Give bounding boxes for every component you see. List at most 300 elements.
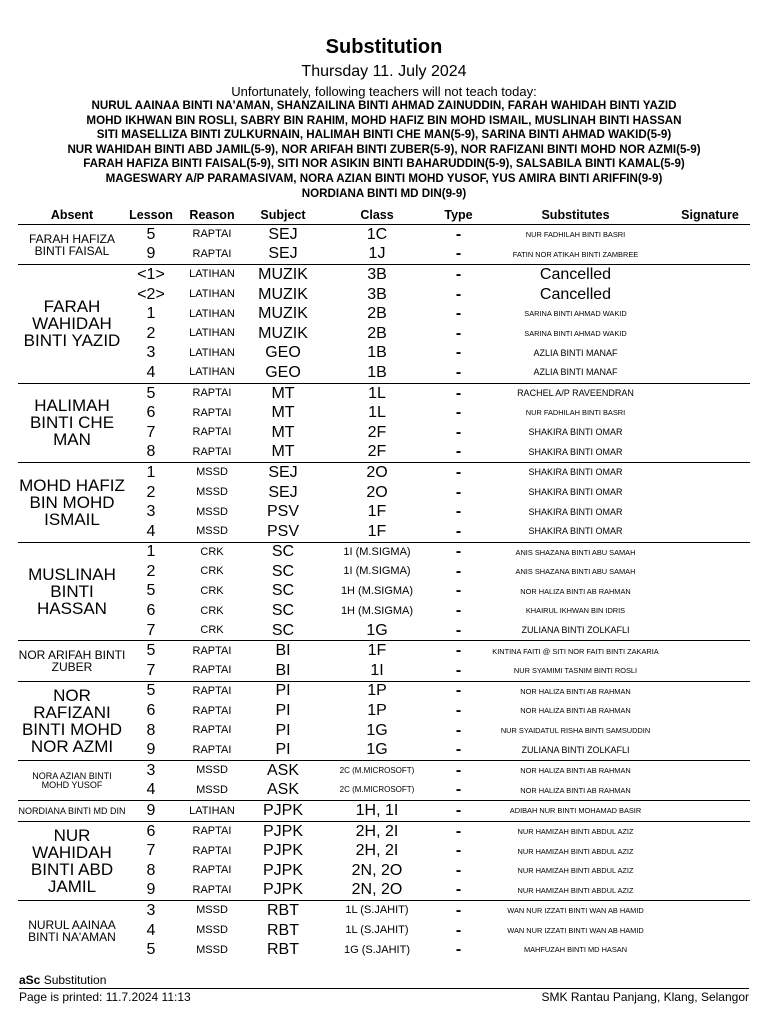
absent-list-line: FARAH HAFIZA BINTI FAISAL(5-9), SITI NOR ASIKIN BINTI BAHARUDDIN(5-9), SALSABILA BINTI KAMAL(5-9) — [83, 157, 685, 171]
table-row — [18, 562, 750, 582]
lesson-cell: 3 — [146, 344, 156, 362]
reason-cell: RAPTAI — [176, 383, 248, 403]
class-cell: 1J — [368, 245, 386, 263]
substitute-cell: SHAKIRA BINTI OMAR — [528, 526, 623, 537]
table-row — [18, 265, 750, 285]
type-cell: - — [455, 423, 462, 441]
signature-cell — [670, 701, 750, 721]
reason-cell: RAPTAI — [192, 743, 232, 756]
signature-cell — [670, 363, 750, 383]
substitute-cell: NUR HAMIZAH BINTI ABDUL AZIZ — [517, 866, 634, 876]
reason-cell: RAPTAI — [192, 426, 232, 439]
signature-cell — [670, 443, 750, 463]
signature-cell — [670, 502, 750, 522]
lesson-cell: 8 — [146, 721, 156, 739]
reason-cell: RAPTAI — [192, 445, 232, 458]
class-cell: 2B — [367, 305, 387, 323]
table-row — [18, 701, 750, 721]
type-cell: - — [455, 861, 462, 879]
absent-teacher-cell: MOHD HAFIZ BIN MOHD ISMAIL — [18, 463, 126, 542]
substitute-cell: MAHFUZAH BINTI MD HASAN — [523, 945, 628, 955]
lesson-cell: 5 — [126, 383, 176, 403]
table-row — [18, 225, 750, 245]
signature-cell — [670, 324, 750, 344]
class-cell: 1G (S.JAHIT) — [343, 943, 410, 956]
class-cell: 1L (S.JAHIT) — [318, 901, 436, 921]
subject-cell: BI — [275, 661, 291, 679]
signature-cell — [670, 245, 750, 265]
table-row — [18, 881, 750, 901]
type-cell: - — [455, 363, 462, 381]
substitute-cell: SHAKIRA BINTI OMAR — [481, 463, 670, 483]
table-row — [18, 542, 750, 562]
col-header-lesson: Lesson — [129, 208, 173, 222]
class-cell: 1G — [366, 621, 388, 639]
subject-cell: SC — [271, 562, 295, 580]
substitute-cell: WAN NUR IZZATI BINTI WAN AB HAMID — [507, 925, 644, 935]
subject-cell: PSV — [266, 503, 299, 521]
footer-divider — [19, 988, 749, 989]
substitute-cell: NOR HALIZA BINTI AB RAHMAN — [481, 681, 670, 701]
subject-cell: ASK — [248, 761, 318, 781]
col-header-signature: Signature — [681, 208, 739, 222]
table-row — [18, 344, 750, 364]
lesson-cell: 3 — [126, 761, 176, 781]
substitute-cell: SARINA BINTI AHMAD WAKID — [524, 309, 627, 319]
substitute-cell: ADIBAH NUR BINTI MOHAMAD BASIR — [481, 801, 670, 822]
reason-cell: MSSD — [196, 505, 228, 518]
type-cell: - — [436, 542, 481, 562]
subject-cell: SEJ — [248, 463, 318, 483]
type-cell: - — [455, 285, 462, 303]
subject-cell: MT — [271, 404, 295, 422]
lesson-cell: 5 — [126, 225, 176, 245]
lesson-cell: 9 — [146, 881, 156, 899]
subject-cell: SEJ — [268, 245, 298, 263]
signature-cell — [670, 582, 750, 602]
substitute-cell: SHAKIRA BINTI OMAR — [528, 427, 623, 438]
class-cell: 1L (S.JAHIT) — [345, 924, 409, 937]
substitute-cell: SHAKIRA BINTI OMAR — [528, 446, 623, 457]
class-cell: 1P — [367, 702, 387, 720]
signature-cell — [670, 344, 750, 364]
subject-cell: PI — [275, 721, 291, 739]
table-row — [18, 861, 750, 881]
reason-cell: MSSD — [196, 525, 228, 538]
reason-cell: LATIHAN — [176, 801, 248, 822]
reason-cell: RAPTAI — [192, 844, 232, 857]
substitute-cell: NOR HALIZA BINTI AB RAHMAN — [520, 586, 631, 596]
signature-cell — [670, 681, 750, 701]
signature-cell — [670, 463, 750, 483]
type-cell: - — [436, 681, 481, 701]
signature-cell — [670, 781, 750, 801]
class-cell: 1B — [367, 344, 387, 362]
type-cell: - — [455, 661, 462, 679]
type-cell: - — [455, 443, 462, 461]
type-cell: - — [436, 801, 481, 822]
substitute-cell: NUR SYAMIMI TASNIM BINTI ROSLI — [513, 666, 638, 676]
class-cell: 1G — [366, 741, 388, 759]
signature-cell — [670, 761, 750, 781]
signature-cell — [670, 403, 750, 423]
class-cell: 1I (M.SIGMA) — [343, 565, 411, 578]
table-row — [18, 245, 750, 265]
reason-cell: LATIHAN — [189, 366, 235, 379]
type-cell: - — [455, 344, 462, 362]
substitute-cell: NOR HALIZA BINTI AB RAHMAN — [481, 761, 670, 781]
subject-cell: ASK — [266, 781, 299, 799]
lesson-cell: 3 — [126, 901, 176, 921]
table-row — [18, 621, 750, 641]
reason-cell: MSSD — [196, 924, 228, 937]
subject-cell: SEJ — [268, 483, 298, 501]
signature-cell — [670, 721, 750, 741]
type-cell: - — [455, 741, 462, 759]
substitute-cell: NUR FADHILAH BINTI BASRI — [525, 408, 626, 418]
substitute-cell: NUR HAMIZAH BINTI ABDUL AZIZ — [517, 846, 634, 856]
footer-printed-date: Page is printed: 11.7.2024 11:13 — [19, 990, 191, 1004]
reason-cell: CRK — [200, 584, 224, 597]
type-cell: - — [455, 781, 462, 799]
absent-list-line: SITI MASELLIZA BINTI ZULKURNAIN, HALIMAH BINTI CHE MAN(5-9), SARINA BINTI AHMAD WAKID(5-9) — [96, 128, 672, 142]
substitute-cell: ZULIANA BINTI ZOLKAFLI — [521, 744, 630, 755]
class-cell: 1L — [318, 383, 436, 403]
type-cell: - — [455, 881, 462, 899]
footer-brand-rest: Substitution — [40, 973, 107, 987]
signature-cell — [670, 601, 750, 621]
class-cell: 1B — [367, 363, 387, 381]
subject-cell: PSV — [266, 522, 299, 540]
subject-cell: PJPK — [262, 842, 303, 860]
subject-cell: RBT — [267, 941, 299, 959]
reason-cell: RAPTAI — [192, 864, 232, 877]
table-row — [18, 582, 750, 602]
class-cell: 1H (M.SIGMA) — [340, 604, 414, 617]
class-cell: 1H, 1I — [318, 801, 436, 822]
type-cell: - — [455, 503, 462, 521]
substitute-cell: SHAKIRA BINTI OMAR — [528, 487, 623, 498]
subject-cell: BI — [248, 641, 318, 661]
type-cell: - — [455, 562, 462, 580]
class-cell: 2C (M.MICROSOFT) — [318, 761, 436, 781]
subject-cell: PI — [275, 702, 291, 720]
subject-cell: SC — [248, 542, 318, 562]
reason-cell: LATIHAN — [189, 346, 235, 359]
lesson-cell: 6 — [146, 404, 156, 422]
lesson-cell: 2 — [146, 324, 156, 342]
signature-cell — [670, 383, 750, 403]
reason-cell: RAPTAI — [176, 681, 248, 701]
class-cell: 2C (M.MICROSOFT) — [339, 785, 415, 795]
col-header-substitutes: Substitutes — [541, 208, 610, 222]
type-cell: - — [455, 621, 462, 639]
absent-list-line: MAGESWARY A/P PARAMASIVAM, NORA AZIAN BINTI MOHD YUSOF, YUS AMIRA BINTI ARIFFIN(9-9) — [105, 171, 663, 185]
table-row — [18, 443, 750, 463]
table-row — [18, 821, 750, 841]
substitute-cell: WAN NUR IZZATI BINTI WAN AB HAMID — [481, 901, 670, 921]
table-row — [18, 921, 750, 941]
lesson-cell: 1 — [146, 305, 156, 323]
lesson-cell: 6 — [146, 702, 156, 720]
col-header-subject: Subject — [260, 208, 306, 222]
subject-cell: PJPK — [248, 801, 318, 822]
table-row — [18, 285, 750, 305]
substitute-cell: ANIS SHAZANA BINTI ABU SAMAH — [481, 542, 670, 562]
class-cell: 1F — [367, 503, 387, 521]
absent-list-line: MOHD IKHWAN BIN ROSLI, SABRY BIN RAHIM, MOHD HAFIZ BIN MOHD ISMAIL, MUSLINAH BINTI HASSAN — [86, 113, 682, 127]
subject-cell: SC — [271, 621, 295, 639]
reason-cell: RAPTAI — [192, 724, 232, 737]
page-title: Substitution — [325, 36, 443, 58]
lesson-cell: 2 — [146, 483, 156, 501]
substitute-cell: SARINA BINTI AHMAD WAKID — [524, 329, 627, 339]
table-row — [18, 661, 750, 681]
type-cell: - — [436, 225, 481, 245]
table-row — [18, 403, 750, 423]
absent-teacher-cell: NORA AZIAN BINTI MOHD YUSOF — [18, 761, 126, 801]
type-cell: - — [455, 602, 462, 620]
table-row — [18, 721, 750, 741]
lesson-cell: 1 — [126, 463, 176, 483]
intro-text: Unfortunately, following teachers will not teach today: — [231, 84, 537, 99]
class-cell: 1H (M.SIGMA) — [340, 584, 414, 597]
absent-teacher-cell: MUSLINAH BINTI HASSAN — [18, 542, 126, 641]
substitute-cell: ANIS SHAZANA BINTI ABU SAMAH — [515, 567, 636, 577]
subject-cell: PI — [275, 741, 291, 759]
subject-cell: MUZIK — [258, 305, 308, 323]
class-cell: 2N, 2O — [351, 881, 403, 899]
reason-cell: CRK — [176, 542, 248, 562]
table-row — [18, 801, 750, 822]
col-header-class: Class — [360, 208, 394, 222]
table-row — [18, 601, 750, 621]
signature-cell — [670, 285, 750, 305]
class-cell: 1P — [318, 681, 436, 701]
class-cell: 3B — [318, 265, 436, 285]
substitute-cell: AZLIA BINTI MANAF — [533, 367, 618, 378]
lesson-cell: 7 — [146, 661, 156, 679]
absent-teacher-cell: NURUL AAINAA BINTI NA'AMAN — [18, 901, 126, 960]
signature-cell — [670, 861, 750, 881]
absent-teacher-cell: FARAH HAFIZA BINTI FAISAL — [18, 225, 126, 265]
substitute-cell: KHAIRUL IKHWAN BIN IDRIS — [525, 606, 626, 616]
footer-school-name: SMK Rantau Panjang, Klang, Selangor — [541, 990, 749, 1004]
table-row — [18, 522, 750, 542]
absent-teacher-cell: HALIMAH BINTI CHE MAN — [18, 383, 126, 462]
type-cell: - — [455, 702, 462, 720]
lesson-cell: 5 — [146, 582, 156, 600]
substitute-cell: KINTINA FAITI @ SITI NOR FAITI BINTI ZAKARIA — [481, 641, 670, 661]
page-date: Thursday 11. July 2024 — [301, 63, 467, 80]
type-cell: - — [455, 305, 462, 323]
signature-cell — [670, 940, 750, 960]
substitute-cell: ZULIANA BINTI ZOLKAFLI — [521, 625, 630, 636]
signature-cell — [670, 304, 750, 324]
substitute-cell: NUR HAMIZAH BINTI ABDUL AZIZ — [517, 885, 634, 895]
absent-teachers-list — [10, 99, 758, 201]
class-cell: 2N, 2O — [351, 861, 403, 879]
subject-cell: MUZIK — [258, 324, 308, 342]
absent-list-line: NUR WAHIDAH BINTI ABD JAMIL(5-9), NOR ARIFAH BINTI ZUBER(5-9), NOR RAFIZANI BINTI MOHD NOR AZMI(5-9) — [67, 142, 701, 156]
lesson-cell: 6 — [126, 821, 176, 841]
substitute-cell: NUR HAMIZAH BINTI ABDUL AZIZ — [481, 821, 670, 841]
reason-cell: CRK — [200, 604, 224, 617]
table-row — [18, 681, 750, 701]
substitute-cell: Cancelled — [539, 285, 612, 303]
type-cell: - — [455, 404, 462, 422]
absent-teacher-cell: NOR ARIFAH BINTI ZUBER — [18, 641, 126, 681]
substitute-cell: RACHEL A/P RAVEENDRAN — [481, 383, 670, 403]
lesson-cell: 1 — [126, 542, 176, 562]
substitute-cell: NOR HALIZA BINTI AB RAHMAN — [520, 785, 631, 795]
reason-cell: MSSD — [196, 943, 228, 956]
lesson-cell: <2> — [137, 285, 165, 303]
table-row — [18, 901, 750, 921]
lesson-cell: 4 — [146, 363, 156, 381]
substitute-cell: NUR SYAIDATUL RISHA BINTI SAMSUDDIN — [500, 725, 651, 735]
class-cell: 2O — [366, 483, 388, 501]
subject-cell: RBT — [248, 901, 318, 921]
class-cell: 1F — [367, 522, 387, 540]
table-row — [18, 641, 750, 661]
type-cell: - — [436, 761, 481, 781]
substitute-cell: Cancelled — [481, 265, 670, 285]
signature-cell — [670, 821, 750, 841]
type-cell: - — [455, 522, 462, 540]
table-row — [18, 463, 750, 483]
table-row — [18, 841, 750, 861]
absent-list-line: NORDIANA BINTI MD DIN(9-9) — [301, 186, 467, 200]
reason-cell: MSSD — [176, 463, 248, 483]
reason-cell: RAPTAI — [192, 664, 232, 677]
subject-cell: SC — [271, 602, 295, 620]
subject-cell: MUZIK — [258, 285, 308, 303]
signature-cell — [670, 562, 750, 582]
subject-cell: GEO — [265, 344, 301, 362]
table-row — [18, 324, 750, 344]
lesson-cell: 4 — [146, 781, 156, 799]
table-row — [18, 740, 750, 760]
signature-cell — [670, 483, 750, 503]
subject-cell: RBT — [267, 921, 299, 939]
absent-list-line: NURUL AAINAA BINTI NA'AMAN, SHANZAILINA BINTI AHMAD ZAINUDDIN, FARAH WAHIDAH BINTI YAZID — [91, 99, 677, 112]
col-header-reason: Reason — [189, 208, 235, 222]
absent-teacher-cell: NOR RAFIZANI BINTI MOHD NOR AZMI — [18, 681, 126, 760]
lesson-cell: 7 — [146, 842, 156, 860]
substitute-cell: AZLIA BINTI MANAF — [533, 347, 618, 358]
signature-cell — [670, 225, 750, 245]
subject-cell: MT — [271, 443, 295, 461]
lesson-cell: 4 — [146, 921, 156, 939]
table-header-row — [18, 206, 750, 225]
reason-cell: LATIHAN — [189, 327, 235, 340]
signature-cell — [670, 641, 750, 661]
class-cell: 1I (M.SIGMA) — [318, 542, 436, 562]
reason-cell: RAPTAI — [176, 641, 248, 661]
lesson-cell: 9 — [146, 741, 156, 759]
class-cell: 3B — [367, 285, 387, 303]
class-cell: 1G — [366, 721, 388, 739]
type-cell: - — [455, 245, 462, 263]
signature-cell — [670, 901, 750, 921]
type-cell: - — [436, 463, 481, 483]
type-cell: - — [436, 383, 481, 403]
substitute-cell: SHAKIRA BINTI OMAR — [528, 506, 623, 517]
subject-cell: PI — [248, 681, 318, 701]
lesson-cell: 8 — [146, 861, 156, 879]
class-cell: 2H, 2I — [355, 842, 399, 860]
reason-cell: MSSD — [176, 761, 248, 781]
signature-cell — [670, 881, 750, 901]
subject-cell: GEO — [265, 363, 301, 381]
lesson-cell: 5 — [126, 681, 176, 701]
class-cell: 1F — [318, 641, 436, 661]
col-header-absent: Absent — [50, 208, 94, 222]
lesson-cell: 3 — [146, 503, 156, 521]
table-row — [18, 502, 750, 522]
subject-cell: MUZIK — [248, 265, 318, 285]
signature-cell — [670, 661, 750, 681]
lesson-cell: <1> — [126, 265, 176, 285]
lesson-cell: 5 — [126, 641, 176, 661]
reason-cell: RAPTAI — [192, 883, 232, 896]
table-row — [18, 761, 750, 781]
lesson-cell: 4 — [146, 522, 156, 540]
subject-cell: SC — [271, 582, 295, 600]
substitution-table — [18, 206, 750, 960]
table-row — [18, 383, 750, 403]
signature-cell — [670, 423, 750, 443]
type-cell: - — [455, 582, 462, 600]
footer-brand-bold: aSc — [19, 973, 41, 987]
signature-cell — [670, 621, 750, 641]
reason-cell: RAPTAI — [176, 821, 248, 841]
type-cell: - — [455, 941, 462, 959]
signature-cell — [670, 542, 750, 562]
subject-cell: MT — [248, 383, 318, 403]
type-cell: - — [436, 821, 481, 841]
lesson-cell: 7 — [146, 621, 156, 639]
type-cell: - — [455, 921, 462, 939]
table-row — [18, 304, 750, 324]
class-cell: 2H, 2I — [318, 821, 436, 841]
type-cell: - — [436, 901, 481, 921]
reason-cell: RAPTAI — [192, 704, 232, 717]
signature-cell — [670, 921, 750, 941]
lesson-cell: 7 — [146, 423, 156, 441]
table-row — [18, 363, 750, 383]
reason-cell: LATIHAN — [189, 288, 235, 301]
lesson-cell: 6 — [146, 602, 156, 620]
class-cell: 1L — [368, 404, 386, 422]
reason-cell: LATIHAN — [189, 307, 235, 320]
type-cell: - — [436, 641, 481, 661]
type-cell: - — [436, 265, 481, 285]
col-header-type: Type — [444, 208, 473, 222]
reason-cell: LATIHAN — [176, 265, 248, 285]
subject-cell: PJPK — [262, 881, 303, 899]
signature-cell — [670, 801, 750, 822]
signature-cell — [670, 740, 750, 760]
reason-cell: RAPTAI — [192, 406, 232, 419]
substitute-cell: NUR FADHILAH BINTI BASRI — [481, 225, 670, 245]
reason-cell: MSSD — [176, 901, 248, 921]
footer-brand — [19, 973, 106, 987]
table-row — [18, 423, 750, 443]
reason-cell: MSSD — [196, 783, 228, 796]
subject-cell: PJPK — [262, 861, 303, 879]
